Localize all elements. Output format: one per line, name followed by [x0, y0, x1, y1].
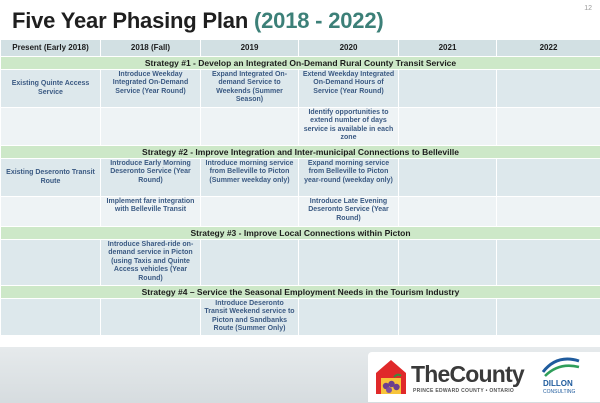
table-row: [1, 299, 600, 336]
title-years: (2018 - 2022): [254, 8, 384, 33]
table-cell: Introduce Early Morning Deseronto Service (Year Round): [101, 159, 201, 197]
strategy-2-row: [1, 146, 600, 159]
table-cell: [399, 70, 497, 108]
table-cell: [399, 240, 497, 286]
strategy-1-title: Strategy #1 - Develop an Integrated On-Demand Rural County Transit Service: [1, 57, 600, 70]
table-cell: [1, 197, 101, 227]
table-cell: [497, 240, 600, 286]
county-logo-text: TheCounty: [411, 361, 524, 387]
table-cell: [299, 299, 399, 336]
header-2020: 2020: [299, 40, 399, 57]
phasing-table: [0, 39, 600, 336]
header-2021: 2021: [399, 40, 497, 57]
table-row: [1, 108, 600, 146]
table-cell: Introduce morning service from Belleville to Picton (Summer weekday only): [201, 159, 299, 197]
table-cell: Expand morning service from Belleville to Picton year-round (weekday only): [299, 159, 399, 197]
table-cell: Expand Integrated On-demand Service to Weekends (Summer Season): [201, 70, 299, 108]
strategy-1-row: [1, 57, 600, 70]
dillon-logo-icon: [541, 356, 581, 378]
table-cell: [1, 240, 101, 286]
dillon-logo-subtext: CONSULTING: [543, 389, 576, 395]
title-main: Five Year Phasing Plan: [12, 8, 254, 33]
header-2018-fall: 2018 (Fall): [101, 40, 201, 57]
table-cell: [201, 240, 299, 286]
table-cell: Introduce Shared-ride on-demand service in Picton (using Taxis and Quinte Access vehicles (Year Round): [101, 240, 201, 286]
table-cell: [399, 197, 497, 227]
dillon-logo-text: DILLON: [543, 379, 573, 388]
header-row: [1, 40, 600, 57]
county-logo-icon: [372, 357, 410, 397]
county-logo-subtext: PRINCE EDWARD COUNTY • ONTARIO: [413, 388, 515, 394]
table-cell: [1, 299, 101, 336]
strategy-4-title: Strategy #4 – Service the Seasonal Employment Needs in the Tourism Industry: [1, 286, 600, 299]
slide-title: [12, 8, 384, 34]
strategy-3-title: Strategy #3 - Improve Local Connections within Picton: [1, 227, 600, 240]
table-cell: [299, 240, 399, 286]
table-cell: [201, 197, 299, 227]
table-cell: [497, 197, 600, 227]
table-row: [1, 240, 600, 286]
strategy-4-row: [1, 286, 600, 299]
table-cell: [1, 108, 101, 146]
table-cell: [101, 299, 201, 336]
table-cell: Existing Deseronto Transit Route: [1, 159, 101, 197]
table-cell: [497, 70, 600, 108]
table-cell: [497, 159, 600, 197]
table-cell: Introduce Weekday Integrated On-Demand Service (Year Round): [101, 70, 201, 108]
header-2022: 2022: [497, 40, 600, 57]
table-cell: Existing Quinte Access Service: [1, 70, 101, 108]
table-cell: Introduce Deseronto Transit Weekend service to Picton and Sandbanks Route (Summer Only): [201, 299, 299, 336]
table-cell: [399, 159, 497, 197]
table-row: [1, 159, 600, 197]
table-cell: Introduce Late Evening Deseronto Service (Year Round): [299, 197, 399, 227]
table-cell: [201, 108, 299, 146]
table-cell: Extend Weekday Integrated On-Demand Hours of Service (Year Round): [299, 70, 399, 108]
table-cell: [399, 299, 497, 336]
strategy-2-title: Strategy #2 - Improve Integration and Inter-municipal Connections to Belleville: [1, 146, 600, 159]
header-2019: 2019: [201, 40, 299, 57]
table-cell: [497, 108, 600, 146]
table-row: [1, 70, 600, 108]
slide-number: 12: [584, 5, 592, 12]
table-row: [1, 197, 600, 227]
header-present: Present (Early 2018): [1, 40, 101, 57]
strategy-3-row: [1, 227, 600, 240]
table-cell: [101, 108, 201, 146]
table-cell: Implement fare integration with Belleville Transit: [101, 197, 201, 227]
table-cell: [497, 299, 600, 336]
table-cell: [399, 108, 497, 146]
table-cell: Identify opportunities to extend number of days service is available in each zone: [299, 108, 399, 146]
